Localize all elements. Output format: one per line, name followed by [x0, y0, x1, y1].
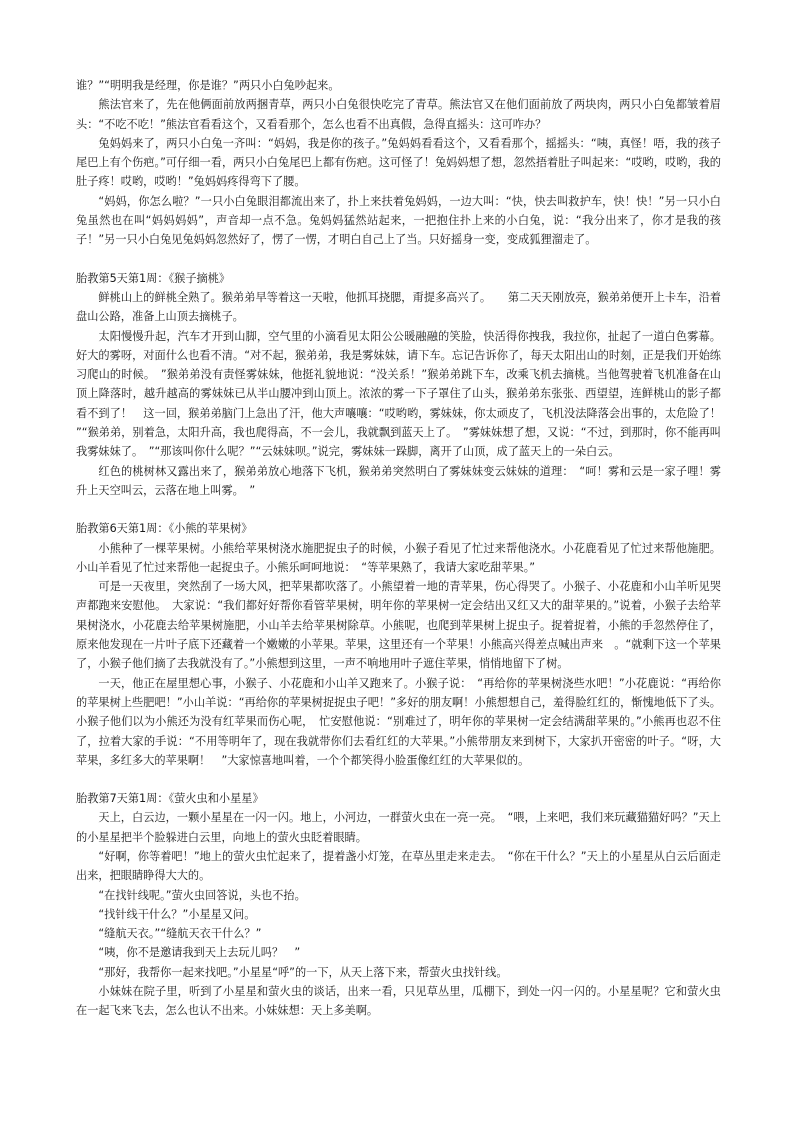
paragraph: “妈妈，你怎么啦？”一只小白兔眼泪都流出来了，扑上来扶着兔妈妈，一边大叫：“快，快去叫救护车，快！快！”另一只小白兔虽然也在叫“妈妈妈妈”，声音却一点不急。兔妈妈猛然站起来，一把抱住扑上来的小白兔，说：“我分出来了，你才是我的孩子！”另一只小白兔见兔妈妈忽然好了，愣了一愣，才明白自己上了当。只好摇身一变，变成狐狸溜走了。 [76, 194, 721, 247]
paragraph: 一天，他正在屋里想心事，小猴子、小花鹿和小山羊又跑来了。小猴子说： “再给你的苹果树浇些水吧！”小花鹿说：“再给你的苹果树上些肥吧！”小山羊说：“再给你的苹果树捉捉虫子吧！”多好的朋友啊！小熊想想自己，羞得脸红红的，惭愧地低下了头。小猴子他们以为小熊还为没有红苹果而伤心呢， 忙安慰他说：“别难过了，明年你的苹果树一定会结满甜苹果的。”小熊再也忍不住了，拉着大家的手说：“不用等明年了，现在我就带你们去看红红的大苹果。”小熊带朋友来到树下，大家扒开密密的叶子。“呀，大苹果，多红多大的苹果啊！ ”大家惊喜地叫着，一个个都笑得小脸蛋像红红的大苹果似的。 [76, 676, 721, 767]
section-2 [76, 519, 721, 770]
section-title: 胎教第5天第1周：《猴子摘桃》 [76, 271, 231, 285]
paragraph: 小妹妹在院子里，听到了小星星和萤火虫的谈话，出来一看，只见草丛里，瓜棚下，到处一闪一闪的。小星星呢？它和萤火虫在一起飞来飞去，怎么也认不出来。小妹妹想：天上多美啊。 [76, 985, 721, 1018]
paragraph: “找针线干什么？”小星星又问。 [98, 907, 256, 921]
section-title: 胎教第7天第1周：《萤火虫和小星星》 [76, 792, 264, 806]
section-3 [76, 789, 721, 1021]
paragraph: 谁？”“明明我是经理，你是谁？”两只小白兔吵起来。 [76, 79, 340, 92]
paragraph: 熊法官来了，先在他俩面前放两捆青草，两只小白兔很快吃完了青草。熊法官又在他们面前放了两块肉，两只小白兔都皱着眉头：“不吃不吃！”熊法官看看这个，又看看那个，怎么也看不出真假，急得直摇头：这可咋办？ [76, 98, 721, 131]
paragraph: “咦，你不是邀请我到天上去玩儿吗？ ” [98, 946, 301, 960]
document-page [76, 76, 733, 1021]
section-1 [76, 269, 733, 501]
paragraph: “好啊，你等着吧！”地上的萤火虫忙起来了，提着盏小灯笼，在草丛里走来走去。 “你在干什么？”天上的小星星从白云后面走出来，把眼睛睁得大大的。 [76, 849, 721, 883]
section-0 [76, 76, 721, 250]
paragraph: “缝航天衣。”“缝航天衣干什么？” [98, 927, 262, 941]
paragraph: 太阳慢慢升起，汽车才开到山脚，空气里的小滴看见太阳公公暖融融的笑脸，快活得你拽我，我拉你，扯起了一道白色雾幕。好大的雾呀，对面什么也看不清。“对不起，猴弟弟，我是雾妹妹，请下车。忘记告诉你了，每天太阳出山的时刻，正是我们开始练习爬山的时候。 ”猴弟弟没有责怪雾妹妹，他挺礼貌地说：“没关系！”猴弟弟跳下车，改乘飞机去摘桃。当他驾驶着飞机准备在山顶上降落时，越升越高的雾妹妹已从半山腰冲到山顶上。浓浓的雾一下子罩住了山头，猴弟弟东张张、西望望，连鲜桃山的影子都看不到了！ 这一回，猴弟弟脑门上急出了汗，他大声嚷嚷：“哎哟哟，雾妹妹，你太顽皮了，飞机没法降落会出事的，太危险了！ ”“猴弟弟，别着急，太阳升高，我也爬得高，不一会儿，我就飘到蓝天上了。 ”雾妹妹想了想，又说：“不过，到那时，你不能再叫我雾妹妹了。 ”“那该叫你什么呢？”“云妹妹呗。”说完，雾妹妹一跺脚，离开了山顶，成了蓝天上的一朵白云。 [76, 329, 733, 459]
paragraph: 天上，白云边，一颗小星星在一闪一闪。地上，小河边，一群萤火虫在一亮一亮。 “喂，上来吧，我们来玩藏猫猫好吗？”天上的小星星把半个脸躲进白云里，向地上的萤火虫眨着眼睛。 [76, 811, 721, 844]
paragraph: “那好，我帮你一起来找吧。”小星星“呼”的一下，从天上落下来，帮萤火虫找针线。 [98, 965, 508, 979]
paragraph: 红色的桃树林又露出来了，猴弟弟放心地落下飞机，猴弟弟突然明白了雾妹妹变云妹妹的道理： “呵！雾和云是一家子哩！雾升上天空叫云，云落在地上叫雾。 ” [76, 464, 721, 497]
paragraph: “在找针线呢。”萤火虫回答说，头也不抬。 [98, 888, 306, 902]
section-title: 胎教第6天第1周：《小熊的苹果树》 [76, 522, 253, 536]
paragraph: 可是一天夜里，突然刮了一场大风，把苹果都吹落了。小熊望着一地的青苹果，伤心得哭了。小猴子、小花鹿和小山羊听见哭声都跑来安慰他。 大家说：“我们都好好帮你看管苹果树，明年你的苹果树一定会结出又红又大的甜苹果的。”说着，小猴子去给苹果树浇水，小花鹿去给苹果树施肥，小山羊去给苹果树除草。小熊呢，也爬到苹果树上捉虫子。捉着捉着，小熊的手忽然停住了，原来他发现在一片叶子底下还藏着一个嫩嫩的小苹果。苹果，这里还有一个苹果！小熊高兴得差点喊出声来 。“就剩下这一个苹果了，小猴子他们摘了去我就没有了。”小熊想到这里，一声不响地用叶子遮住苹果，悄悄地留下了树。 [76, 580, 721, 671]
paragraph: 兔妈妈来了，两只小白兔一齐叫：“妈妈，我是你的孩子。”兔妈妈看看这个，又看看那个，摇摇头：“咦，真怪！唔，我的孩子尾巴上有个伤疤。”可仔细一看，两只小白兔尾巴上都有伤疤。这可怪了！兔妈妈想了想，忽然捂着肚子叫起来：“哎哟，哎哟，我的肚子疼！哎哟，哎哟！”兔妈妈疼得弯下了腰。 [76, 136, 721, 189]
paragraph: 鲜桃山上的鲜桃全熟了。猴弟弟早等着这一天啦，他抓耳挠腮，甭提多高兴了。 第二天天刚放亮，猴弟弟便开上卡车，沿着盘山公路，准备上山顶去摘桃子。 [76, 290, 721, 324]
paragraph: 小熊种了一棵苹果树。小熊给苹果树浇水施肥捉虫子的时候，小猴子看见了忙过来帮他浇水。小花鹿看见了忙过来帮他施肥。小山羊看见了忙过来帮他一起捉虫子。小熊乐呵呵地说： “等苹果熟了，我请大家吃甜苹果。” [76, 541, 721, 574]
